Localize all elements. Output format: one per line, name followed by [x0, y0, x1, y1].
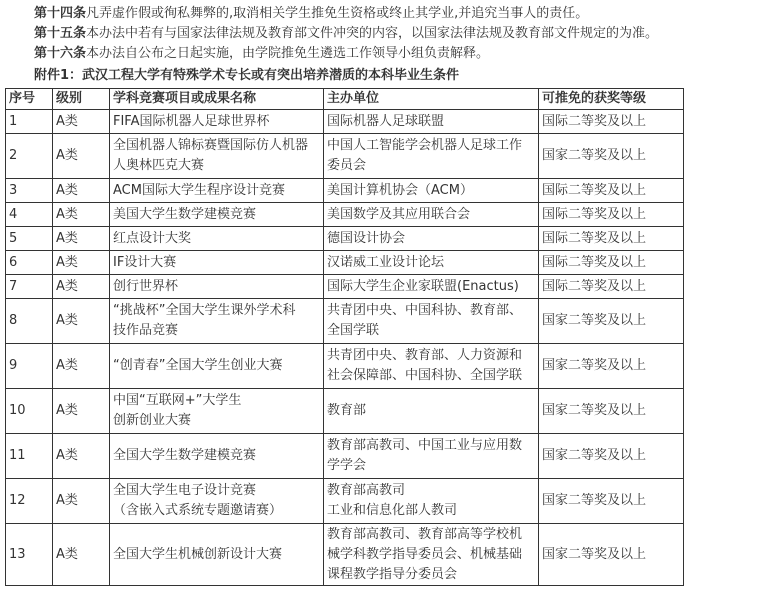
cell-organizer — [324, 227, 539, 251]
cell-line: 创行世界杯 — [113, 278, 179, 294]
cell-line: 委员会 — [327, 158, 367, 173]
cell-no: 3 — [6, 179, 53, 203]
article-list — [34, 4, 754, 64]
cell-organizer — [324, 299, 539, 344]
cell-project — [110, 179, 324, 203]
cell-project — [110, 479, 324, 524]
header-organizer: 主办单位 — [324, 89, 539, 110]
cell-project — [110, 110, 324, 134]
cell-level: A类 — [53, 524, 110, 586]
cell-line: 德国设计协会 — [327, 230, 406, 246]
cell-level: A类 — [53, 227, 110, 251]
cell-line: 汉诺威工业设计论坛 — [327, 254, 445, 270]
cell-organizer — [324, 344, 539, 389]
cell-award: 国际二等奖及以上 — [539, 275, 684, 299]
article-text: 本办法自公布之日起实施，由学院推免生遴选工作领导小组负责解释。 — [86, 46, 490, 61]
cell-award: 国际二等奖及以上 — [539, 203, 684, 227]
cell-award: 国际二等奖及以上 — [539, 179, 684, 203]
header-level: 级别 — [53, 89, 110, 110]
cell-award: 国家二等奖及以上 — [539, 344, 684, 389]
table-row — [6, 479, 684, 524]
cell-organizer — [324, 434, 539, 479]
appendix-title: 附件1：武汉工程大学有特殊学术专长或有突出培养潜质的本科毕业生条件 — [34, 68, 460, 83]
cell-no: 10 — [6, 389, 53, 434]
cell-project — [110, 344, 324, 389]
cell-line: IF设计大赛 — [113, 254, 177, 270]
article-label: 第十四条 — [34, 6, 87, 21]
cell-no: 8 — [6, 299, 53, 344]
cell-award: 国际二等奖及以上 — [539, 110, 684, 134]
cell-line: 教育部高教司 — [327, 483, 406, 498]
article-14 — [34, 4, 754, 24]
cell-line: 共青团中央、中国科协、教育部、 — [327, 303, 523, 318]
cell-project — [110, 227, 324, 251]
cell-line: 美国计算机协会（ACM） — [327, 182, 473, 198]
cell-award: 国际二等奖及以上 — [539, 227, 684, 251]
cell-no: 7 — [6, 275, 53, 299]
cell-award: 国家二等奖及以上 — [539, 134, 684, 179]
cell-line: “挑战杯”全国大学生课外学术科 — [113, 303, 296, 318]
table-row — [6, 275, 684, 299]
table-header-row — [6, 89, 684, 110]
table-row — [6, 203, 684, 227]
article-text: 凡弄虚作假或徇私舞弊的,取消相关学生推免生资格或终止其学业,并追究当事人的责任。 — [86, 6, 589, 21]
article-label: 第十六条 — [34, 46, 87, 61]
cell-line: FIFA国际机器人足球世界杯 — [113, 113, 270, 129]
cell-line: 中国“互联网+”大学生 — [113, 393, 242, 408]
article-15 — [34, 24, 754, 44]
cell-line: 械学科教学指导委员会、机械基础 — [327, 546, 523, 562]
cell-no: 1 — [6, 110, 53, 134]
award-table — [5, 88, 684, 586]
table-row — [6, 299, 684, 344]
cell-line: 创新创业大赛 — [113, 413, 192, 428]
cell-organizer — [324, 134, 539, 179]
cell-organizer — [324, 479, 539, 524]
cell-line: 国际机器人足球联盟 — [327, 113, 445, 129]
article-text: 本办法中若有与国家法律法规及教育部文件冲突的内容，以国家法律法规及教育部文件规定的为准。 — [86, 26, 659, 41]
cell-line: 社会保障部、中国科协、全国学联 — [327, 368, 523, 383]
cell-level: A类 — [53, 434, 110, 479]
cell-no: 11 — [6, 434, 53, 479]
cell-award: 国际二等奖及以上 — [539, 251, 684, 275]
cell-level: A类 — [53, 344, 110, 389]
table-row — [6, 434, 684, 479]
cell-award: 国家二等奖及以上 — [539, 389, 684, 434]
cell-level: A类 — [53, 299, 110, 344]
cell-organizer — [324, 179, 539, 203]
cell-line: 全国大学生电子设计竞赛 — [113, 483, 257, 498]
cell-project — [110, 434, 324, 479]
cell-organizer — [324, 110, 539, 134]
cell-project — [110, 524, 324, 586]
cell-line: 共青团中央、教育部、人力资源和 — [327, 348, 523, 363]
cell-line: ACM国际大学生程序设计竞赛 — [113, 182, 285, 198]
cell-level: A类 — [53, 389, 110, 434]
cell-line: 全国学联 — [327, 323, 380, 338]
cell-level: A类 — [53, 251, 110, 275]
cell-level: A类 — [53, 110, 110, 134]
article-label: 第十五条 — [34, 26, 87, 41]
cell-level: A类 — [53, 134, 110, 179]
cell-organizer — [324, 524, 539, 586]
cell-line: 中国人工智能学会机器人足球工作 — [327, 138, 523, 153]
cell-line: 美国大学生数学建模竞赛 — [113, 206, 257, 222]
cell-no: 13 — [6, 524, 53, 586]
cell-no: 4 — [6, 203, 53, 227]
cell-award: 国家二等奖及以上 — [539, 434, 684, 479]
cell-organizer — [324, 251, 539, 275]
cell-no: 9 — [6, 344, 53, 389]
table-row — [6, 344, 684, 389]
cell-line: 教育部 — [327, 403, 367, 418]
cell-line: 全国大学生数学建模竞赛 — [113, 448, 257, 463]
table-row — [6, 179, 684, 203]
table-row — [6, 389, 684, 434]
cell-no: 5 — [6, 227, 53, 251]
cell-line: 全国大学生机械创新设计大赛 — [113, 546, 283, 562]
cell-line: 人奥林匹克大赛 — [113, 158, 205, 173]
cell-line: 全国机器人锦标赛暨国际仿人机器 — [113, 138, 309, 153]
cell-line: （含嵌入式系统专题邀请赛） — [113, 503, 283, 518]
header-project: 学科竞赛项目或成果名称 — [110, 89, 324, 110]
cell-level: A类 — [53, 203, 110, 227]
cell-project — [110, 134, 324, 179]
table-row — [6, 251, 684, 275]
cell-line: 国际大学生企业家联盟(Enactus) — [327, 278, 519, 294]
cell-line: 学学会 — [327, 458, 367, 473]
cell-line: 美国数学及其应用联合会 — [327, 206, 471, 222]
header-award: 可推免的获奖等级 — [539, 89, 684, 110]
cell-line: “创青春”全国大学生创业大赛 — [113, 358, 283, 373]
cell-organizer — [324, 275, 539, 299]
cell-project — [110, 299, 324, 344]
cell-organizer — [324, 203, 539, 227]
cell-level: A类 — [53, 479, 110, 524]
cell-no: 2 — [6, 134, 53, 179]
cell-line: 课程教学指导分委员会 — [327, 566, 458, 582]
cell-award: 国家二等奖及以上 — [539, 524, 684, 586]
cell-no: 12 — [6, 479, 53, 524]
cell-level: A类 — [53, 275, 110, 299]
table-row — [6, 524, 684, 586]
cell-organizer — [324, 389, 539, 434]
cell-project — [110, 203, 324, 227]
cell-line: 技作品竞赛 — [113, 323, 179, 338]
cell-project — [110, 251, 324, 275]
cell-project — [110, 275, 324, 299]
cell-line: 教育部高教司、教育部高等学校机 — [327, 526, 523, 542]
cell-no: 6 — [6, 251, 53, 275]
cell-level: A类 — [53, 179, 110, 203]
table-row — [6, 227, 684, 251]
article-16 — [34, 44, 754, 64]
cell-award: 国家二等奖及以上 — [539, 479, 684, 524]
cell-line: 教育部高教司、中国工业与应用数 — [327, 438, 523, 453]
header-no: 序号 — [6, 89, 53, 110]
table-row — [6, 134, 684, 179]
cell-project — [110, 389, 324, 434]
cell-award: 国家二等奖及以上 — [539, 299, 684, 344]
table-row — [6, 110, 684, 134]
cell-line: 工业和信息化部人教司 — [327, 503, 458, 518]
cell-line: 红点设计大奖 — [113, 230, 192, 246]
